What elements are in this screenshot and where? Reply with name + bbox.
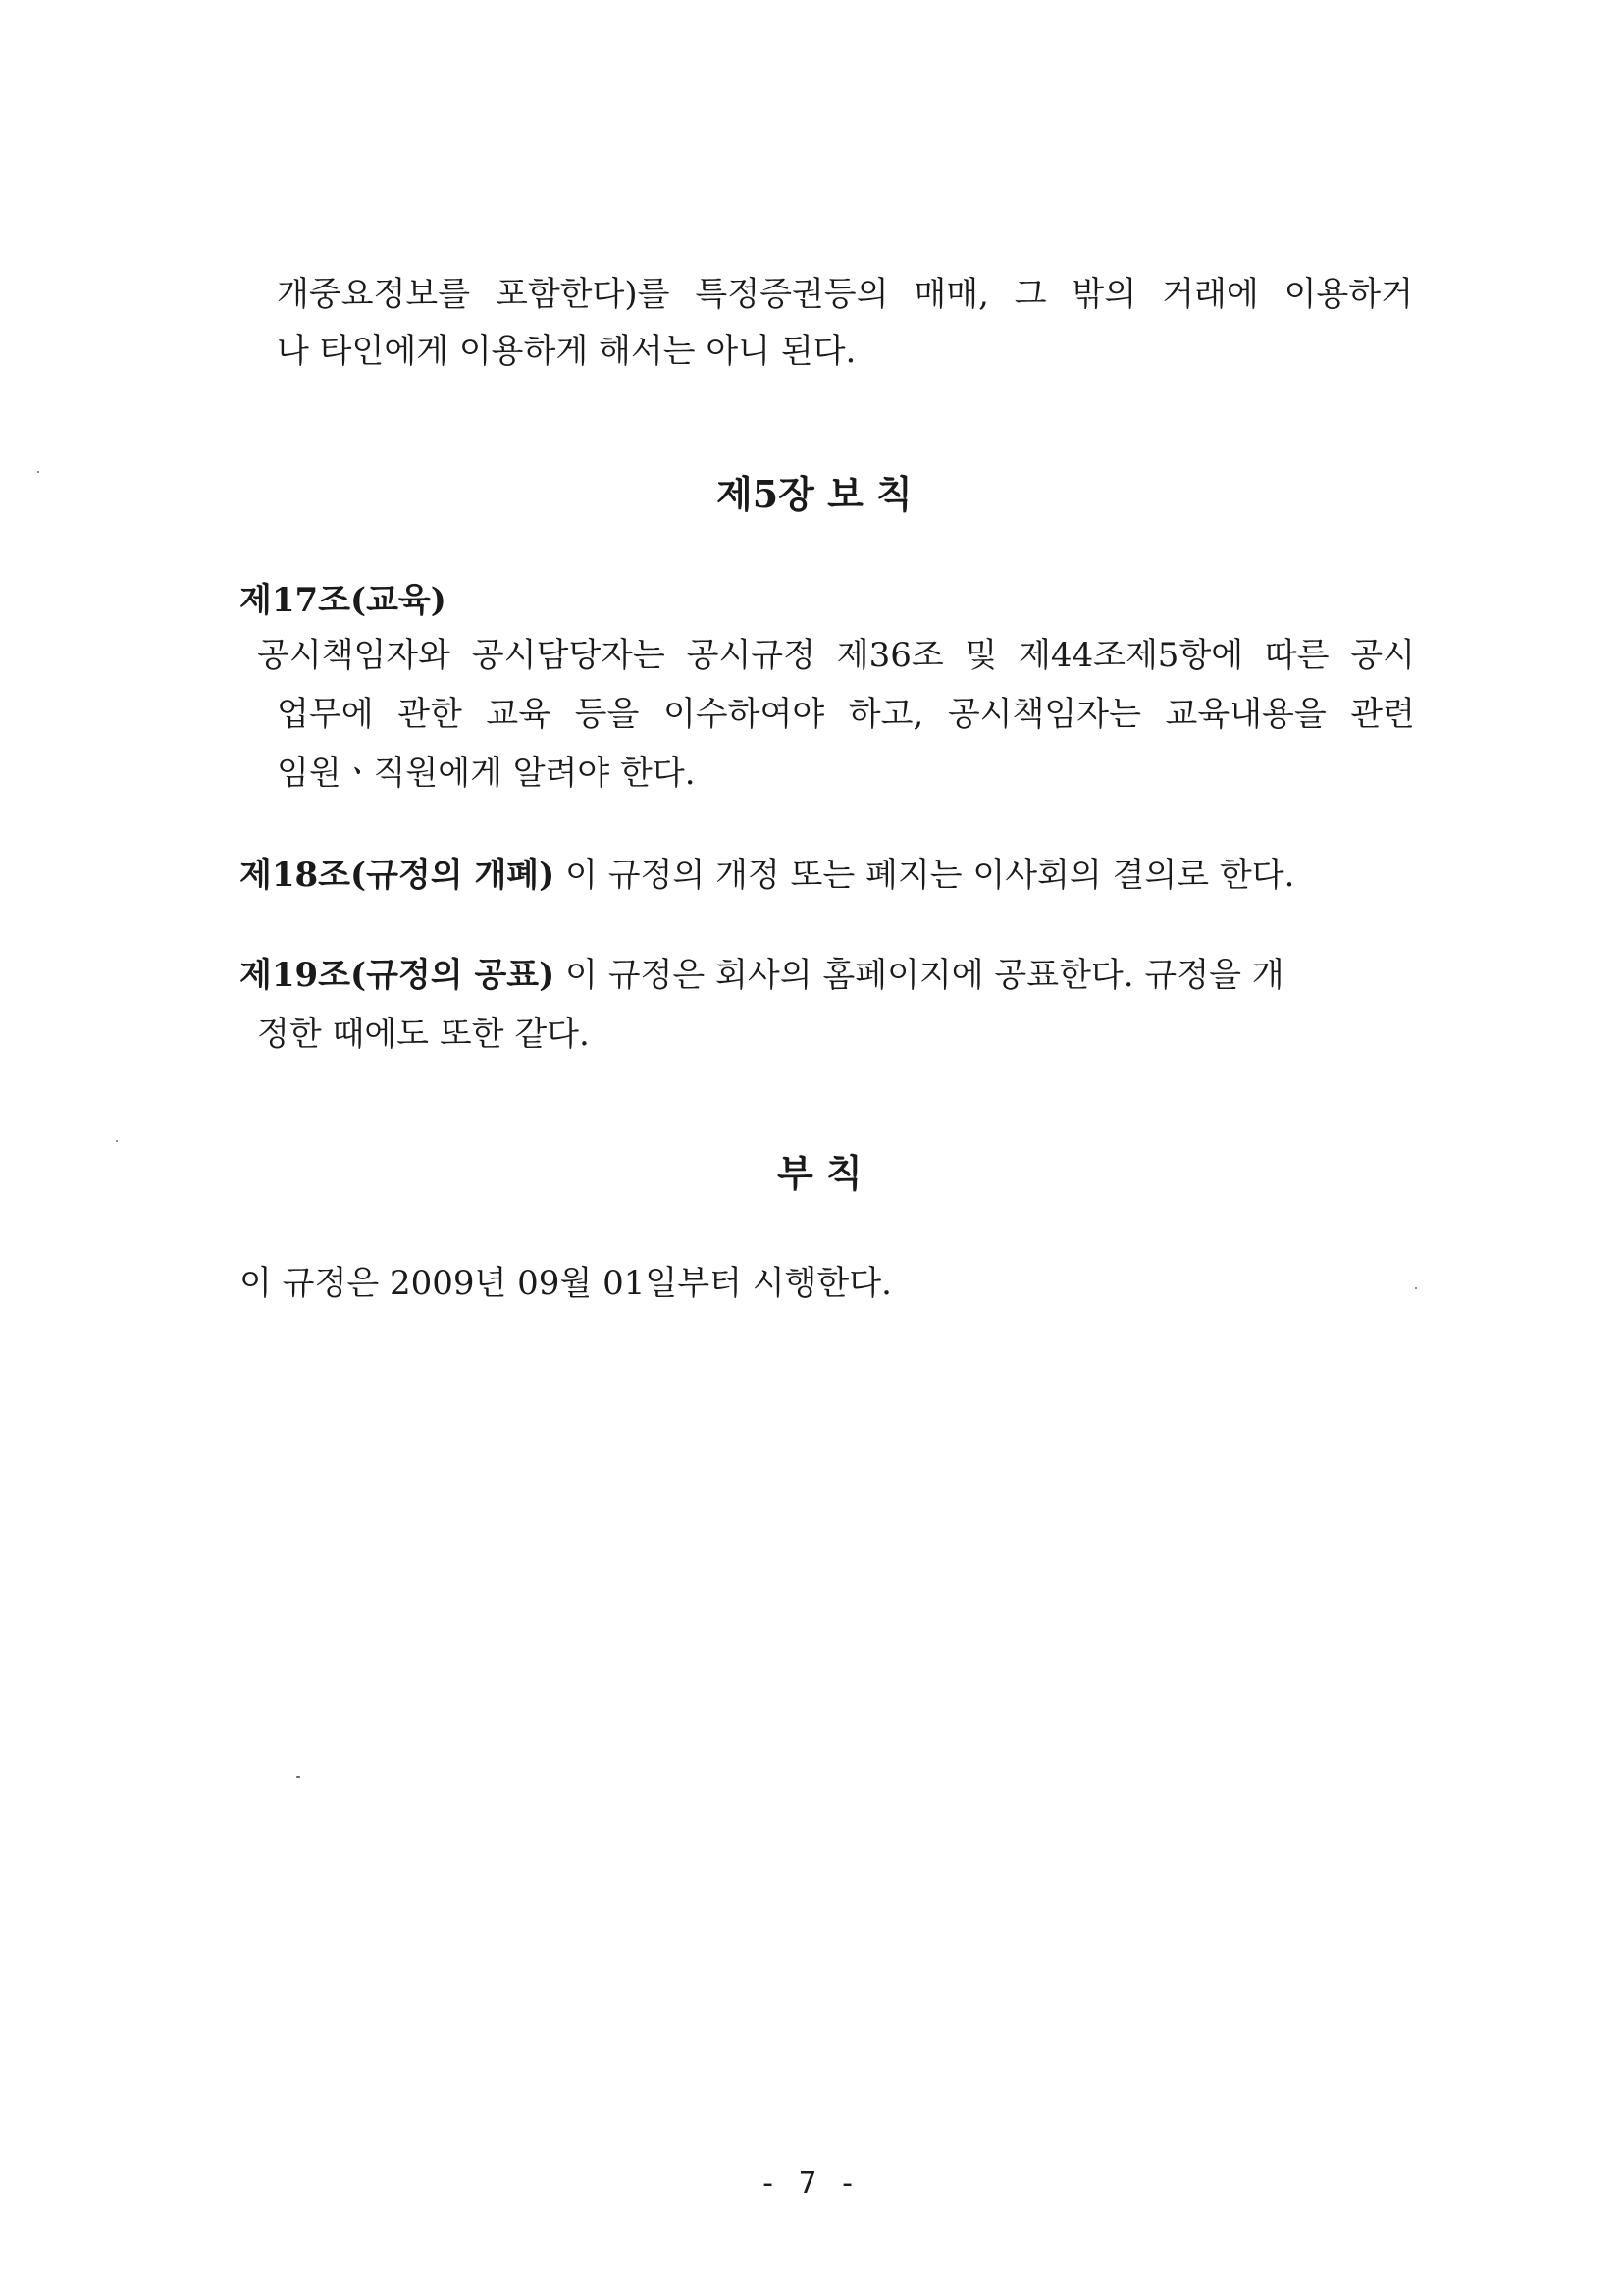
addendum-title: 부 칙 (777, 1151, 863, 1195)
continuation-line-1: 개중요정보를 포함한다)를 특정증권등의 매매, 그 밖의 거래에 이용하거 (277, 275, 1413, 314)
page-number: - 7 - (762, 2166, 861, 2201)
article-19-line-1 (239, 952, 1284, 999)
article-17-line-3: 임원ㆍ직원에게 알려야 한다. (277, 754, 696, 793)
article-18-heading: 제18조(규정의 개폐) (239, 856, 555, 895)
scan-speck (296, 1776, 300, 1778)
article-17-line-2: 업무에 관한 교육 등을 이수하여야 하고, 공시책임자는 교육내용을 관련 (277, 695, 1415, 734)
article-17-heading: 제17조(교육) (239, 581, 446, 620)
article-17-line-1: 공시책임자와 공시담당자는 공시규정 제36조 및 제44조제5항에 따른 공시 (257, 636, 1415, 675)
addendum-body: 이 규정은 2009년 09월 01일부터 시행한다. (239, 1264, 892, 1303)
article-18 (239, 852, 1294, 899)
article-19-body-1: 이 규정은 회사의 홈페이지에 공표한다. 규정을 개 (565, 956, 1284, 995)
chapter-5-title: 제5장 보 칙 (716, 472, 913, 516)
article-19-line-2: 정한 때에도 또한 같다. (257, 1015, 590, 1054)
scan-speck (116, 1140, 118, 1142)
article-18-body: 이 규정의 개정 또는 폐지는 이사회의 결의로 한다. (565, 856, 1295, 895)
scan-speck (37, 471, 39, 473)
scan-speck (1415, 1287, 1417, 1289)
article-19-heading: 제19조(규정의 공표) (239, 956, 555, 995)
continuation-line-2: 나 타인에게 이용하게 해서는 아니 된다. (277, 332, 857, 371)
